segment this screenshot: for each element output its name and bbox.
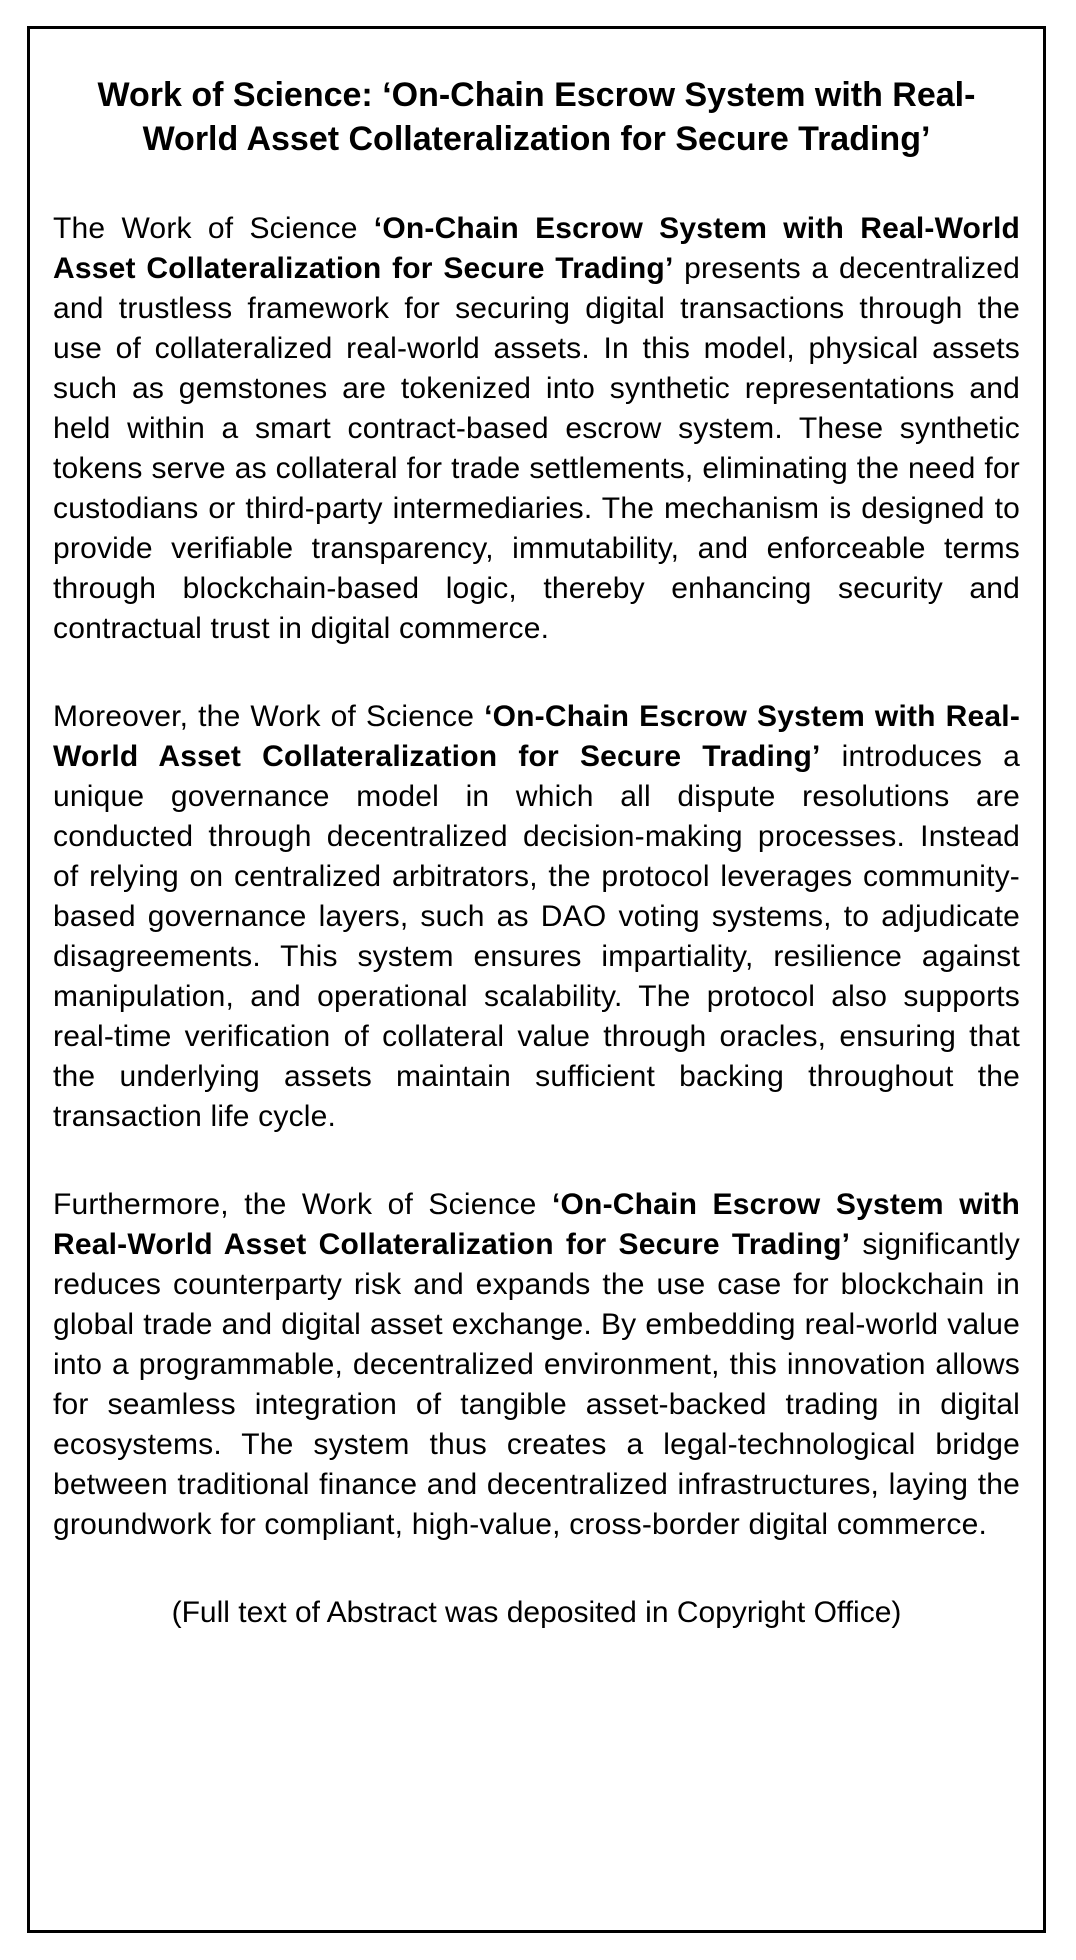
document-title: Work of Science: ‘On-Chain Escrow System with Real-World Asset Collateralization for Secure Trading’ [97,76,976,158]
text-segment: Furthermore, the Work of Science [53,1188,552,1221]
deposit-note: (Full text of Abstract was deposited in Copyright Office) [171,1596,902,1629]
text-segment: The Work of Science [53,212,374,245]
work-title-bold-segment: ‘On-Chain Escrow System with Real-World Asset Collateralization for Secure Trading’ [53,700,1021,773]
text-segment: introduces a unique governance model in which all dispute resolutions are conducted through decentralized decision-making processes. Instead of relying on centralized arbitrators, the protocol leverages community-based governance layers, such as DAO voting systems, to adjudicate disagreements. This system ensures impartiality, resilience against manipulation, and operational scalability. The protocol also supports real-time verification of collateral value through oracles, ensuring that the underlying assets maintain sufficient backing throughout the transaction life cycle. [53,740,1020,1133]
text-segment: Moreover, the Work of Science [53,700,485,733]
paragraph [53,1185,1020,1545]
text-segment: presents a decentralized and trustless framework for securing digital transactions through the use of collateralized real-world assets. In this model, physical assets such as gemstones are tokenized into synthetic representations and held within a smart contract-based escrow system. These synthetic tokens serve as collateral for trade settlements, eliminating the need for custodians or third-party intermediaries. The mechanism is designed to provide verifiable transparency, immutability, and enforceable terms through blockchain-based logic, thereby enhancing security and contractual trust in digital commerce. [53,252,1021,645]
abstract-body [53,209,1020,1545]
document-border-frame [27,26,1046,1933]
work-title-bold-segment: ‘On-Chain Escrow System with Real-World Asset Collateralization for Secure Trading’ [53,1188,1020,1261]
paragraph [53,697,1020,1137]
text-segment: significantly reduces counterparty risk and expands the use case for blockchain in global trade and digital asset exchange. By embedding real-world value into a programmable, decentralized environment, this innovation allows for seamless integration of tangible asset-backed trading in digital ecosystems. The system thus creates a legal-technological bridge between traditional finance and decentralized infrastructures, laying the groundwork for compliant, high-value, cross-border digital commerce. [53,1228,1020,1541]
work-title-bold-segment: ‘On-Chain Escrow System with Real-World Asset Collateralization for Secure Trading’ [53,212,1021,285]
paragraph [53,209,1020,649]
